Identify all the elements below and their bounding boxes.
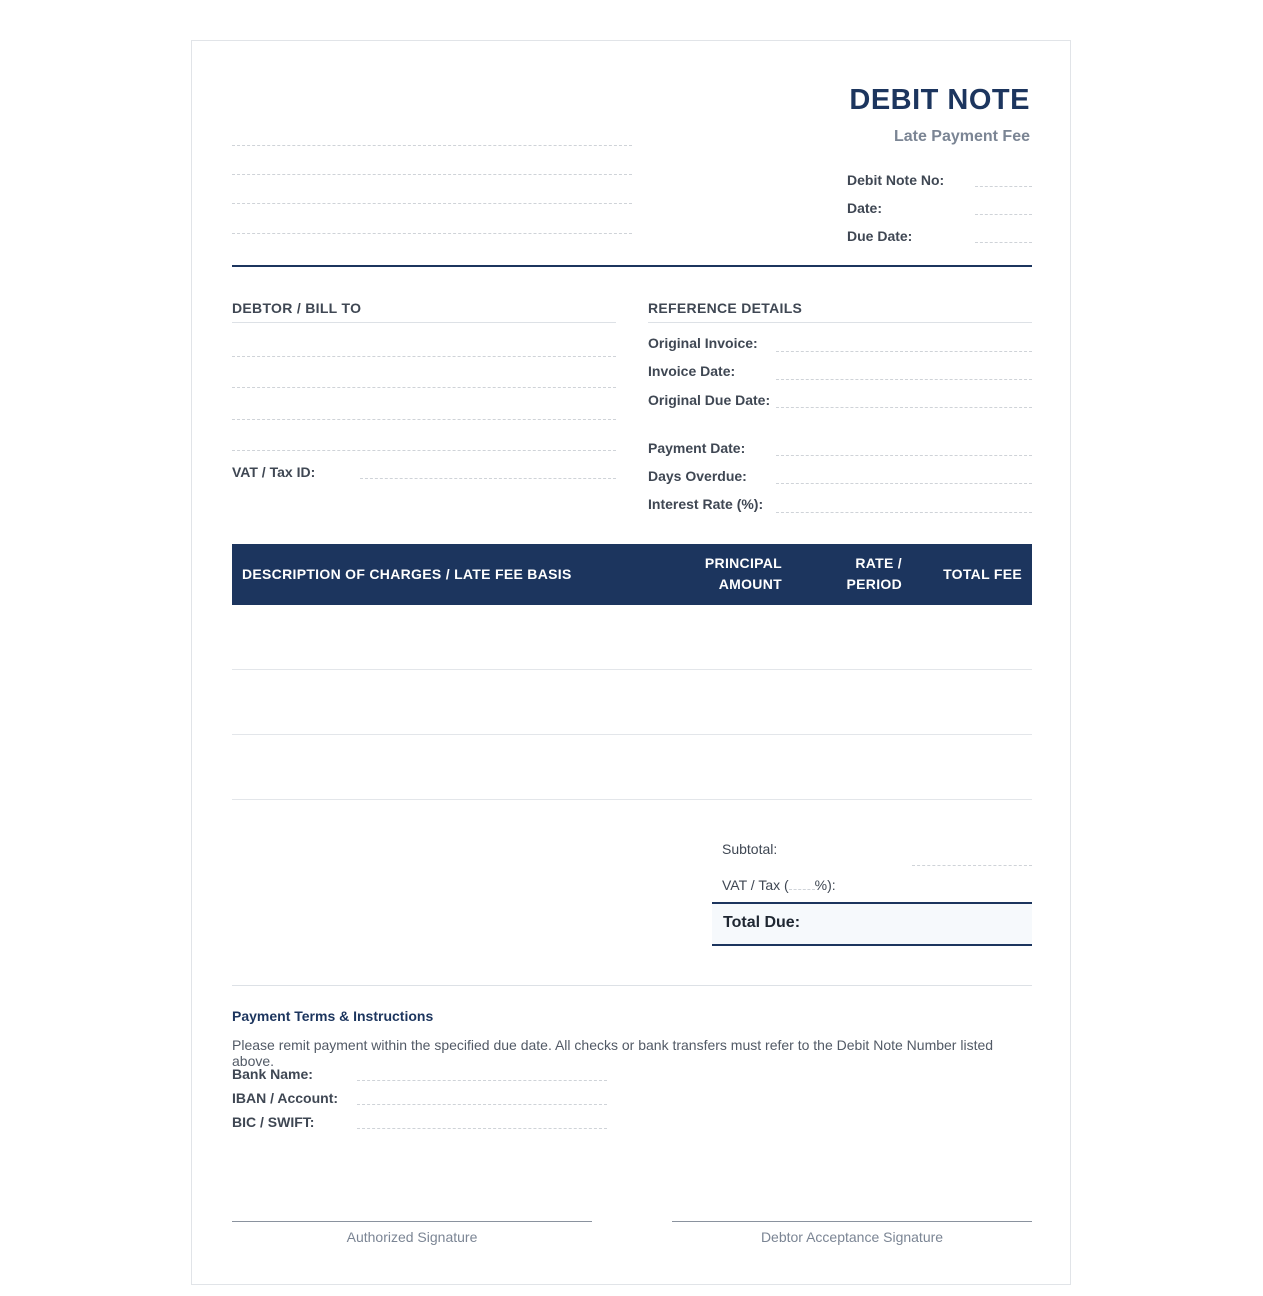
subtotal-label: Subtotal:: [722, 841, 778, 857]
debtor-signature-label: Debtor Acceptance Signature: [760, 1229, 944, 1245]
vat-tax-prefix: VAT / Tax (: [722, 877, 789, 893]
payment-date-label: Payment Date:: [648, 440, 746, 456]
vat-tax-id-label: VAT / Tax ID:: [232, 464, 316, 480]
company-line-1[interactable]: [232, 145, 632, 146]
col-rate-line2: PERIOD: [846, 576, 902, 592]
date-field[interactable]: [975, 214, 1032, 215]
subtotal-field[interactable]: [912, 865, 1032, 866]
due-date-label: Due Date:: [847, 228, 913, 244]
payment-terms-text: Please remit payment within the specified due date. All checks or bank transfers must refer to the Debit Note Number listed above.: [232, 1037, 994, 1069]
table-row[interactable]: [232, 735, 1032, 800]
col-rate-line1: RATE /: [855, 555, 902, 571]
original-invoice-label: Original Invoice:: [648, 335, 758, 351]
col-rate-period: [847, 553, 902, 595]
reference-heading-rule: [648, 322, 1032, 323]
table-row[interactable]: [232, 670, 1032, 735]
debtor-line-3[interactable]: [232, 419, 616, 420]
bank-name-label: Bank Name:: [232, 1066, 313, 1082]
debtor-line-2[interactable]: [232, 387, 616, 388]
debtor-signature-line[interactable]: [672, 1221, 1032, 1222]
document-subtitle: Late Payment Fee: [893, 128, 1030, 145]
charges-table-header: [232, 544, 1032, 605]
payment-date-field[interactable]: [776, 455, 1032, 456]
col-principal-line1: PRINCIPAL: [704, 555, 782, 571]
col-description: DESCRIPTION OF CHARGES / LATE FEE BASIS: [242, 566, 572, 582]
col-principal-line2: AMOUNT: [718, 576, 782, 592]
interest-rate-field[interactable]: [776, 512, 1032, 513]
document-title: DEBIT NOTE: [849, 84, 1030, 116]
company-line-4[interactable]: [232, 233, 632, 234]
authorized-signature-line[interactable]: [232, 1221, 592, 1222]
col-principal-amount: [705, 553, 782, 595]
header-divider: [232, 265, 1032, 267]
debtor-heading-rule: [232, 322, 616, 323]
authorized-signature-label: Authorized Signature: [346, 1229, 478, 1245]
table-row[interactable]: [232, 605, 1032, 670]
vat-tax-label: [722, 877, 836, 893]
bic-swift-field[interactable]: [357, 1128, 607, 1129]
due-date-field[interactable]: [975, 242, 1032, 243]
total-due-label: Total Due:: [723, 914, 801, 931]
bank-name-field[interactable]: [357, 1080, 607, 1081]
iban-account-label: IBAN / Account:: [232, 1090, 339, 1106]
original-invoice-field[interactable]: [776, 351, 1032, 352]
vat-tax-id-field[interactable]: [360, 478, 616, 479]
col-total-fee: TOTAL FEE: [943, 566, 1022, 582]
vat-rate-blank[interactable]: [789, 889, 815, 890]
reference-heading: REFERENCE DETAILS: [648, 300, 803, 316]
iban-account-field[interactable]: [357, 1104, 607, 1105]
debit-note-no-label: Debit Note No:: [847, 172, 945, 188]
debtor-heading: DEBTOR / BILL TO: [232, 300, 362, 316]
debit-note-page: [191, 40, 1071, 1285]
interest-rate-label: Interest Rate (%):: [648, 496, 764, 512]
debtor-line-4[interactable]: [232, 450, 616, 451]
company-line-2[interactable]: [232, 174, 632, 175]
bic-swift-label: BIC / SWIFT:: [232, 1114, 315, 1130]
days-overdue-label: Days Overdue:: [648, 468, 747, 484]
invoice-date-field[interactable]: [776, 379, 1032, 380]
company-line-3[interactable]: [232, 203, 632, 204]
invoice-date-label: Invoice Date:: [648, 363, 736, 379]
terms-divider: [232, 985, 1032, 986]
date-label: Date:: [847, 200, 883, 216]
days-overdue-field[interactable]: [776, 483, 1032, 484]
debtor-line-1[interactable]: [232, 356, 616, 357]
payment-terms-heading: Payment Terms & Instructions: [232, 1008, 434, 1024]
vat-tax-suffix: %):: [814, 877, 836, 893]
debit-note-no-field[interactable]: [975, 186, 1032, 187]
total-due-box: [712, 902, 1032, 946]
original-due-date-field[interactable]: [776, 407, 1032, 408]
original-due-date-label: Original Due Date:: [648, 392, 771, 408]
